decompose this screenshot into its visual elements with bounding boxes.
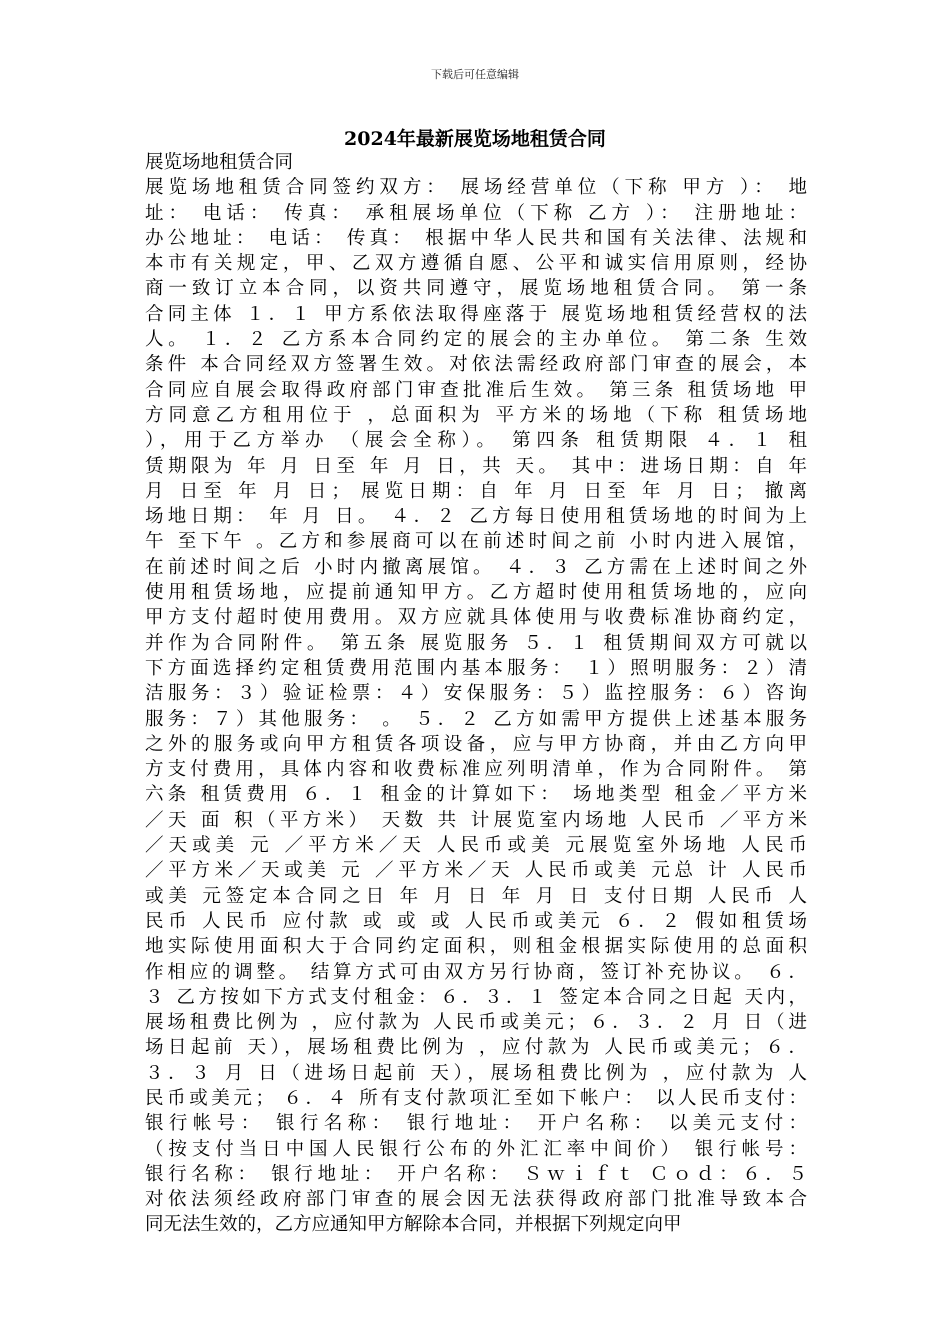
document-title: 2024年最新展览场地租赁合同 — [344, 128, 606, 150]
contract-text-line: 方同意乙方租用位于 ，总面积为 平方米的场地（下称 租赁场地 — [145, 404, 807, 426]
contract-text-line: ／天 面 积（平方米） 天数 共 计展览室内场地 人民币 ／平方米 — [145, 809, 807, 831]
contract-text-line: 商一致订立本合同，以资共同遵守，展览场地租赁合同。 第一条 — [145, 278, 807, 300]
contract-text-line: 使用租赁场地，应提前通知甲方。乙方超时使用租赁场地的，应向 — [145, 582, 807, 604]
contract-text-line: 同无法生效的，乙方应通知甲方解除本合同，并根据下列规定向甲 — [145, 1214, 682, 1236]
contract-text-line: 人。 １．２ 乙方系本合同约定的展会的主办单位。 第二条 生效 — [145, 329, 807, 351]
contract-text-line: ３ 乙方按如下方式支付租金：６．３．１ 签定本合同之日起 天内， — [145, 986, 807, 1008]
contract-text-line: 展场租费比例为 ，应付款为 人民币或美元；６．３．２ 月 日（进 — [145, 1012, 807, 1034]
contract-body — [145, 150, 807, 1238]
contract-text-line: ３．３ 月 日（进场日起前 天），展场租费比例为 ，应付款为 人 — [145, 1062, 807, 1084]
contract-text-line: 服务：７）其他服务： 。 ５．２ 乙方如需甲方提供上述基本服务 — [145, 708, 807, 730]
contract-text-line: 场日起前 天），展场租费比例为 ，应付款为 人民币或美元；６． — [145, 1037, 807, 1059]
contract-subtitle: 展览场地租赁合同 — [145, 152, 294, 173]
contract-text-line: （按支付当日中国人民银行公布的外汇汇率中间价） 银行帐号： — [145, 1138, 807, 1160]
contract-text-line: 本市有关规定，甲、乙双方遵循自愿、公平和诚实信用原则，经协 — [145, 253, 807, 275]
contract-text-line: ／天或美 元 ／平方米／天 人民币或美 元展览室外场地 人民币 — [145, 835, 807, 857]
contract-text-line: 之外的服务或向甲方租赁各项设备，应与甲方协商，并由乙方向甲 — [145, 733, 807, 755]
contract-text-line: 对依法须经政府部门审查的展会因无法获得政府部门批准导致本合 — [145, 1189, 807, 1211]
contract-text-line: 合同应自展会取得政府部门审查批准后生效。 第三条 租赁场地 甲 — [145, 379, 807, 401]
contract-text-line: 在前述时间之后 小时内撤离展馆。 ４．３ 乙方需在上述时间之外 — [145, 556, 807, 578]
contract-text-line: 甲方支付超时使用费用。双方应就具体使用与收费标准协商约定， — [145, 607, 807, 629]
contract-text-line: ／平方米／天或美 元 ／平方米／天 人民币或美 元总 计 人民币 — [145, 860, 807, 882]
contract-text-line: 合同主体 １．１ 甲方系依法取得座落于 展览场地租赁经营权的法 — [145, 303, 807, 325]
page-header-note: 下载后可任意编辑 — [431, 68, 519, 81]
contract-text-line: 址： 电话： 传真： 承租展场单位（下称 乙方 ）： 注册地址： — [145, 202, 807, 224]
contract-text-line: 地实际使用面积大于合同约定面积，则租金根据实际使用的总面积 — [145, 936, 807, 958]
contract-text-line: 条件 本合同经双方签署生效。对依法需经政府部门审查的展会，本 — [145, 354, 807, 376]
contract-text-line: 下方面选择约定租赁费用范围内基本服务： １）照明服务：２）清 — [145, 657, 807, 679]
contract-text-line: 或美 元签定本合同之日 年 月 日 年 月 日 支付日期 人民币 人 — [145, 885, 807, 907]
contract-text-line: 并作为合同附件。 第五条 展览服务 ５．１ 租赁期间双方可就以 — [145, 632, 807, 654]
contract-text-line: 民币 人民币 应付款 或 或 或 人民币或美元 ６．２ 假如租赁场 — [145, 910, 807, 932]
contract-text-line: 洁服务：３）验证检票：４）安保服务：５）监控服务：６）咨询 — [145, 683, 807, 705]
contract-text-line: 场地日期： 年 月 日。 ４．２ 乙方每日使用租赁场地的时间为上 — [145, 506, 807, 528]
contract-text-line: ），用于乙方举办 （展会全称）。 第四条 租赁期限 ４．１ 租 — [145, 430, 807, 452]
contract-text-line: 午 至下午 。乙方和参展商可以在前述时间之前 小时内进入展馆， — [145, 531, 807, 553]
contract-text-line: 银行名称： 银行地址： 开户名称： Ｓｗｉｆｔ Ｃｏｄ：６．５ — [145, 1163, 807, 1185]
contract-text-line: 赁期限为 年 月 日至 年 月 日，共 天。 其中：进场日期：自 年 — [145, 455, 807, 477]
contract-text-line: 民币或美元； ６．４ 所有支付款项汇至如下帐户： 以人民币支付： — [145, 1087, 807, 1109]
contract-text-line: 展览场地租赁合同签约双方： 展场经营单位（下称 甲方 ）： 地 — [145, 177, 807, 199]
contract-text-line: 作相应的调整。 结算方式可由双方另行协商，签订补充协议。 ６． — [145, 961, 807, 983]
contract-text-line: 六条 租赁费用 ６．１ 租金的计算如下： 场地类型 租金／平方米 — [145, 784, 807, 806]
contract-text-line: 办公地址： 电话： 传真： 根据中华人民共和国有关法律、法规和 — [145, 227, 807, 249]
contract-text-line: 方支付费用，具体内容和收费标准应列明清单，作为合同附件。 第 — [145, 759, 807, 781]
contract-text-line: 银行帐号： 银行名称： 银行地址： 开户名称： 以美元支付： — [145, 1113, 807, 1135]
contract-text-line: 月 日至 年 月 日； 展览日期：自 年 月 日至 年 月 日； 撤离 — [145, 480, 807, 502]
